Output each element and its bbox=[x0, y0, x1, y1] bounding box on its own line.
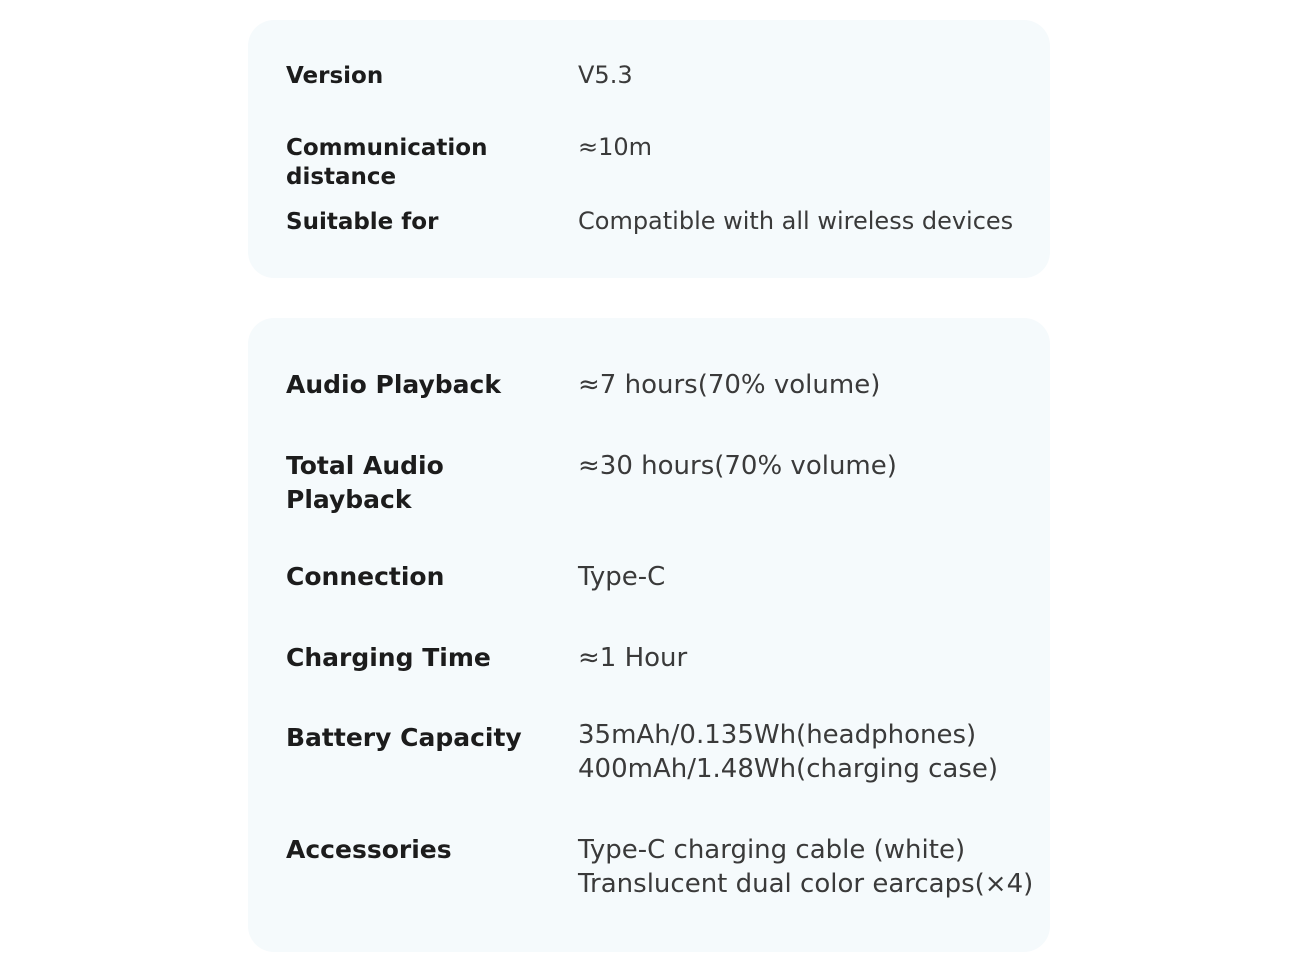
spec-value-line: 35mAh/0.135Wh(headphones) bbox=[578, 720, 977, 750]
battery-spec-card bbox=[248, 318, 1050, 952]
spec-label: Version bbox=[286, 63, 384, 89]
spec-label: Accessories bbox=[286, 835, 452, 864]
connectivity-spec-card bbox=[248, 20, 1050, 278]
spec-value bbox=[578, 718, 1048, 786]
spec-value-line: Type-C charging cable (white) bbox=[578, 835, 966, 865]
spec-value: ≈1 Hour bbox=[578, 643, 688, 673]
spec-label: Audio Playback bbox=[286, 370, 501, 399]
spec-label: Total Audio Playback bbox=[286, 451, 444, 514]
spec-value: ≈30 hours(70% volume) bbox=[578, 451, 897, 481]
spec-value: V5.3 bbox=[578, 61, 633, 89]
spec-label: Communication distance bbox=[286, 135, 488, 190]
spec-value: Type-C bbox=[578, 562, 666, 592]
spec-value: ≈7 hours(70% volume) bbox=[578, 370, 881, 400]
spec-value: Compatible with all wireless devices bbox=[578, 207, 1014, 235]
spec-label: Battery Capacity bbox=[286, 723, 522, 752]
spec-label: Charging Time bbox=[286, 643, 491, 672]
spec-value-line: 400mAh/1.48Wh(charging case) bbox=[578, 754, 999, 784]
spec-value: ≈10m bbox=[578, 133, 653, 161]
spec-value-line: Translucent dual color earcaps(×4) bbox=[578, 869, 1034, 899]
spec-value bbox=[578, 833, 1048, 901]
spec-label: Suitable for bbox=[286, 209, 439, 235]
spec-label: Connection bbox=[286, 562, 445, 591]
